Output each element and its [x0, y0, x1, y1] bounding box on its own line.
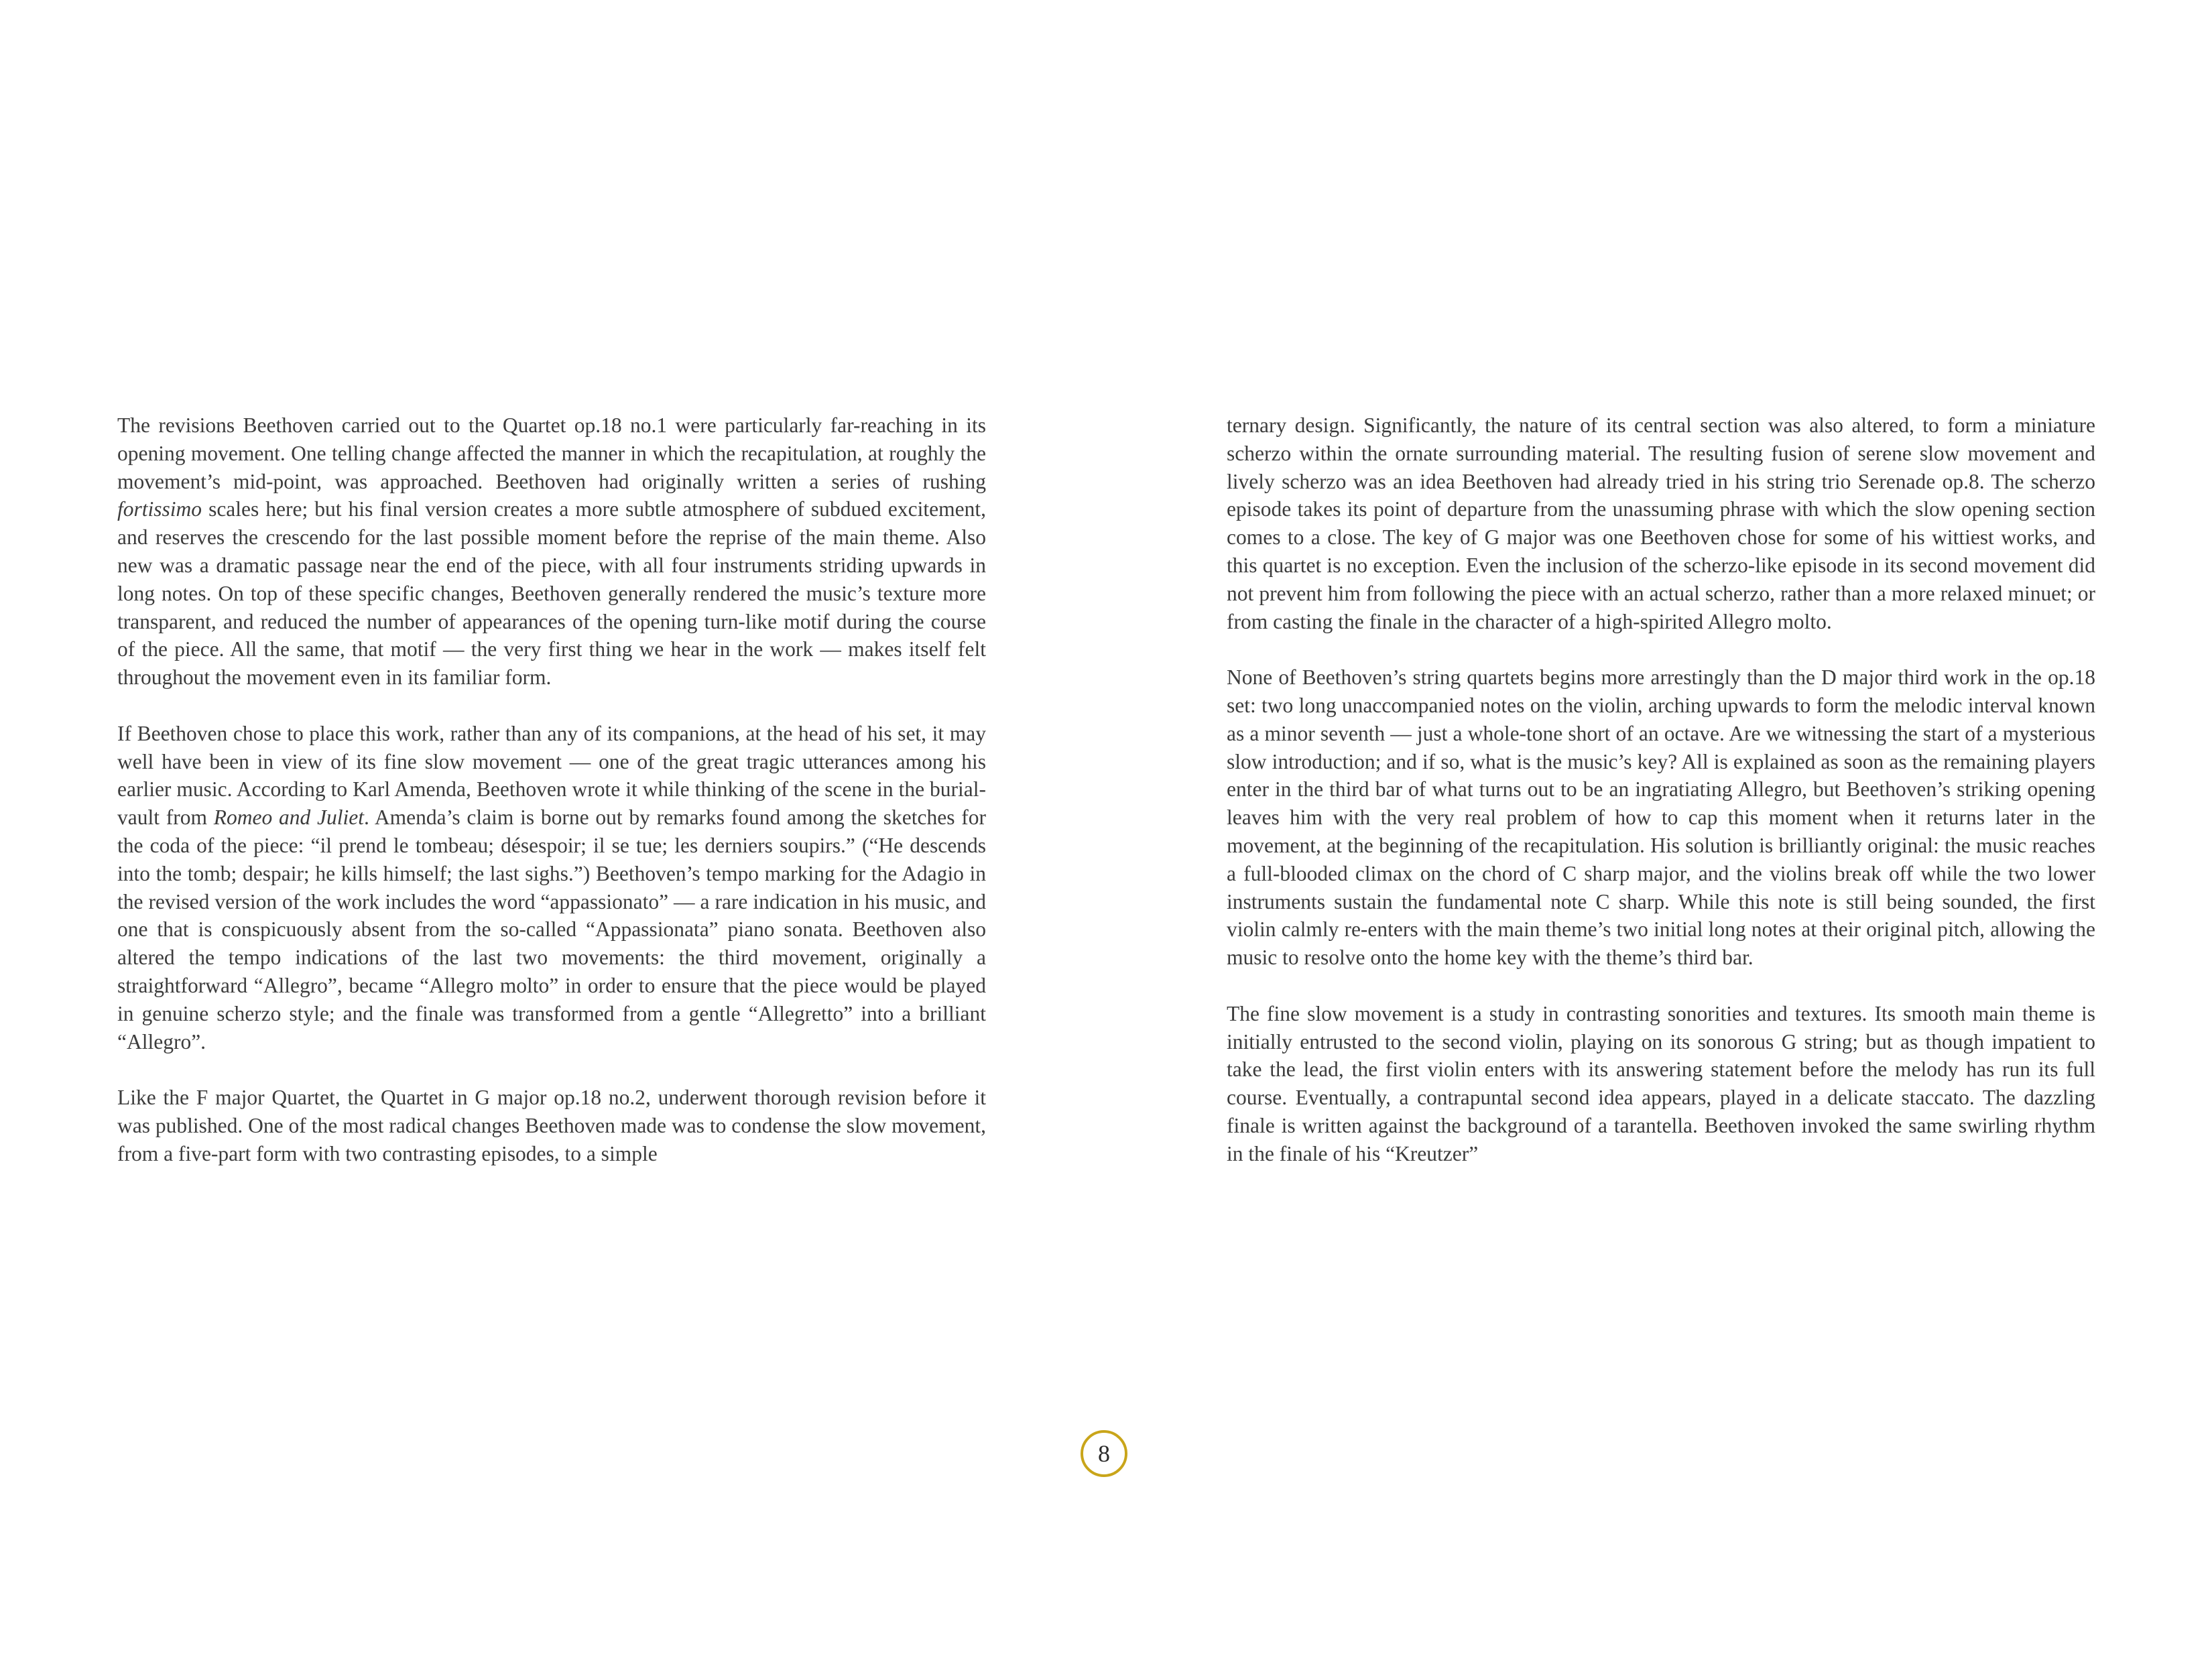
- italic-title: Romeo and Juliet: [213, 806, 364, 830]
- italic-term: fortissimo: [117, 497, 202, 521]
- paragraph: The revisions Beethoven carried out to the Quartet op.18 no.1 were particularly far-reaching in its opening movement. One telling change affected the manner in which the recapitulation, at roughly the movement’s mid-point, was approached. Beethoven had originally written a series of rushing fortissimo scales here; but his final version creates a more subtle atmosphere of subdued excitement, and reserves the crescendo for the last possible moment before the reprise of the main theme. Also new was a dramatic passage near the end of the piece, with all four instruments striding upwards in long notes. On top of these specific changes, Beethoven generally rendered the music’s texture more transparent, and reduced the number of appearances of the opening turn-like motif during the course of the piece. All the same, that motif — the very first thing we hear in the work — makes itself felt throughout the movement even in its familiar form.: [117, 413, 986, 690]
- paragraph: If Beethoven chose to place this work, rather than any of its companions, at the head of his set, it may well have been in view of its fine slow movement — one of the great tragic utterances among his earlier music. According to Karl Amenda, Beethoven wrote it while thinking of the scene in the burial-vault from Romeo and Juliet. Amenda’s claim is borne out by remarks found among the sketches for the coda of the piece: “il prend le tombeau; désespoir; il se tue; les derniers soupirs.” (“He descends into the tomb; despair; he kills himself; the last sighs.”) Beethoven’s tempo marking for the Adagio in the revised version of the work includes the word “appassionato” — a rare indication in his music, and one that is conspicuously absent from the so-called “Appassionata” piano sonata. Beethoven also altered the tempo indications of the last two movements: the third movement, originally a straightforward “Allegro”, became “Allegro molto” in order to ensure that the piece would be played in genuine scherzo style; and the finale was transformed from a gentle “Allegretto” into a brilliant “Allegro”.: [117, 721, 986, 1053]
- paragraph: The fine slow movement is a study in contrasting sonorities and textures. Its smooth main theme is initially entrusted to the second violin, playing on its sonorous G string; but as though impatient to take the lead, the first violin enters with its answering statement before the melody has run its full course. Eventually, a contrapuntal second idea appears, played in a delicate staccato. The dazzling finale is written against the background of a tarantella. Beethoven invoked the same swirling rhythm in the finale of his “Kreutzer”: [1227, 1001, 2095, 1165]
- right-column: [1227, 411, 2095, 1168]
- paragraph: ternary design. Significantly, the nature of its central section was also altered, to form a miniature scherzo within the ornate surrounding material. The resulting fusion of serene slow movement and lively scherzo was an idea Beethoven had already tried in his string trio Serenade op.8. The scherzo episode takes its point of departure from the unassuming phrase with which the slow opening section comes to a close. The key of G major was one Beethoven chose for some of his wittiest works, and this quartet is no exception. Even the inclusion of the scherzo-like episode in its second movement did not prevent him from following the piece with an actual scherzo, rather than a more relaxed minuet; or from casting the finale in the character of a high-spirited Allegro molto.: [1227, 413, 2095, 633]
- left-column: [117, 411, 986, 1168]
- page-number: 8: [1081, 1430, 1127, 1477]
- paragraph: Like the F major Quartet, the Quartet in G major op.18 no.2, underwent thorough revision before it was published. One of the most radical changes Beethoven made was to condense the slow movement, from a five-part form with two contrasting episodes, to a simple: [117, 1086, 986, 1165]
- paragraph: None of Beethoven’s string quartets begins more arrestingly than the D major third work in the op.18 set: two long unaccompanied notes on the violin, arching upwards to form the melodic interval known as a minor seventh — just a whole-tone short of an octave. Are we witnessing the start of a mysterious slow introduction; and if so, what is the music’s key? All is explained as soon as the remaining players enter in the third bar of what turns out to be an ingratiating Allegro, but Beethoven’s striking opening leaves him with the very real problem of how to cap this moment when it returns later in the movement, at the beginning of the recapitulation. His solution is brilliantly original: the music reaches a full-blooded climax on the chord of C sharp major, and the violins break off while the two lower instruments sustain the fundamental note C sharp. While this note is still being sounded, the first violin calmly re-enters with the main theme’s two initial long notes at their original pitch, allowing the music to resolve onto the home key with the theme’s third bar.: [1227, 665, 2095, 970]
